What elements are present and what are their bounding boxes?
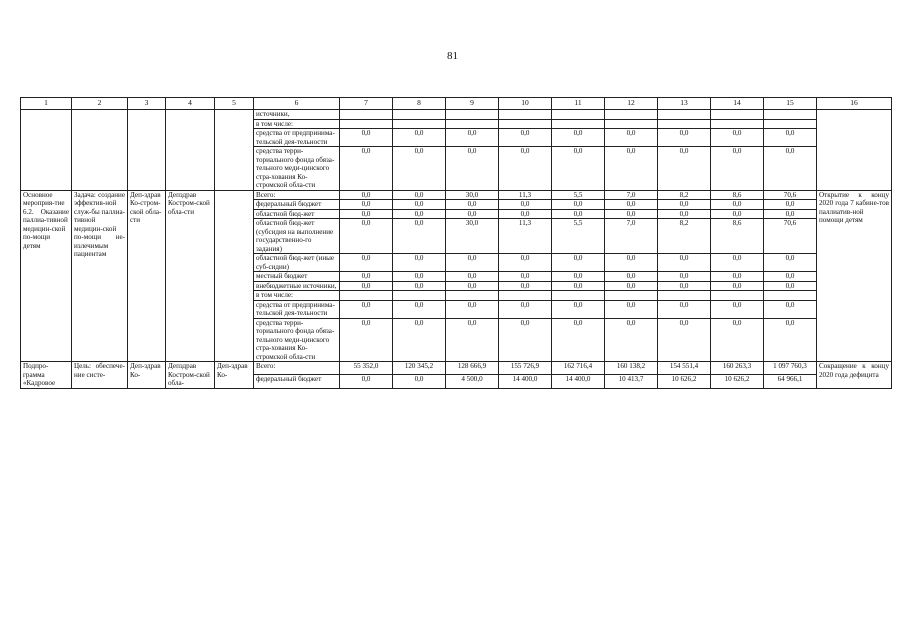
row-label: федеральный бюджет (254, 375, 340, 388)
value-cell: 0,0 (658, 281, 711, 291)
header-row (21, 98, 892, 110)
empty-cell (72, 110, 128, 191)
value-cell: 0,0 (393, 281, 446, 291)
value-cell: 70,6 (764, 190, 817, 200)
value-cell: 0,0 (658, 209, 711, 219)
value-cell: 0,0 (552, 272, 605, 282)
column-header: 6 (254, 98, 340, 110)
row-span-col3: Деп-здрав Ко-стром-ской обла-сти (128, 190, 166, 362)
value-cell: 0,0 (658, 147, 711, 191)
value-cell: 154 551,4 (658, 362, 711, 375)
value-cell: 0,0 (552, 200, 605, 210)
table-row (21, 190, 892, 200)
value-cell: 0,0 (605, 318, 658, 362)
row-label: Всего: (254, 362, 340, 375)
value-cell: 0,0 (711, 209, 764, 219)
value-cell (393, 291, 446, 301)
page-number: 81 (447, 50, 458, 62)
value-cell (393, 119, 446, 129)
column-header: 7 (340, 98, 393, 110)
value-cell: 10 626,2 (658, 375, 711, 388)
value-cell: 0,0 (658, 272, 711, 282)
value-cell: 0,0 (605, 200, 658, 210)
column-header: 11 (552, 98, 605, 110)
value-cell: 0,0 (393, 190, 446, 200)
value-cell (552, 291, 605, 301)
row-label: внебюджетные источники, (254, 281, 340, 291)
empty-cell (128, 110, 166, 191)
value-cell (340, 291, 393, 301)
column-header: 2 (72, 98, 128, 110)
row-label: местный бюджет (254, 272, 340, 282)
value-cell: 0,0 (393, 254, 446, 272)
value-cell: 11,3 (499, 190, 552, 200)
value-cell: 0,0 (605, 147, 658, 191)
value-cell: 0,0 (393, 209, 446, 219)
row-span-col4: Депздрав Костром-ской обла- (166, 362, 215, 389)
value-cell: 0,0 (340, 318, 393, 362)
value-cell: 162 716,4 (552, 362, 605, 375)
value-cell: 4 500,0 (446, 375, 499, 388)
value-cell: 0,0 (393, 375, 446, 388)
value-cell (711, 110, 764, 120)
value-cell: 0,0 (340, 375, 393, 388)
value-cell: 14 400,0 (499, 375, 552, 388)
value-cell: 0,0 (764, 281, 817, 291)
value-cell: 0,0 (446, 272, 499, 282)
value-cell: 0,0 (711, 272, 764, 282)
value-cell (605, 110, 658, 120)
value-cell: 30,0 (446, 190, 499, 200)
value-cell: 0,0 (764, 200, 817, 210)
table-row (21, 110, 892, 120)
value-cell: 0,0 (711, 147, 764, 191)
value-cell: 0,0 (658, 318, 711, 362)
value-cell: 0,0 (499, 272, 552, 282)
value-cell: 70,6 (764, 219, 817, 254)
value-cell (446, 119, 499, 129)
value-cell: 0,0 (340, 219, 393, 254)
value-cell: 0,0 (340, 281, 393, 291)
table-row (21, 362, 892, 375)
value-cell: 0,0 (393, 219, 446, 254)
row-label: областной бюд-жет (субсидия на выполнение государственно-го задания) (254, 219, 340, 254)
value-cell: 1 097 760,3 (764, 362, 817, 375)
row-label: областной бюд-жет (иные суб-сидии) (254, 254, 340, 272)
value-cell: 0,0 (446, 147, 499, 191)
value-cell: 0,0 (340, 254, 393, 272)
row-label: средства от предпринима-тельской дея-тельности (254, 129, 340, 147)
value-cell (658, 291, 711, 301)
row-span-col5: Деп-здрав Ко- (215, 362, 254, 389)
table-header (21, 98, 892, 110)
row-span-col1: Основное мероприя-тие 6.2. Оказание паллиа-тивной медицин-ской по-мощи детям (21, 190, 72, 362)
value-cell: 0,0 (711, 281, 764, 291)
row-span-col3: Деп-здрав Ко- (128, 362, 166, 389)
value-cell: 0,0 (711, 129, 764, 147)
value-cell: 0,0 (499, 318, 552, 362)
value-cell: 0,0 (711, 200, 764, 210)
value-cell: 0,0 (446, 200, 499, 210)
value-cell (605, 291, 658, 301)
column-header: 3 (128, 98, 166, 110)
value-cell: 64 966,1 (764, 375, 817, 388)
value-cell: 0,0 (552, 209, 605, 219)
column-header: 15 (764, 98, 817, 110)
value-cell: 0,0 (340, 200, 393, 210)
value-cell: 0,0 (605, 209, 658, 219)
value-cell: 0,0 (711, 300, 764, 318)
row-span-col2: Задача: создание эффектив-ной служ-бы паллиа-тивной медицин-ской по-мощи не-излечимым пациентам (72, 190, 128, 362)
value-cell: 0,0 (658, 254, 711, 272)
value-cell: 0,0 (340, 147, 393, 191)
value-cell: 0,0 (393, 129, 446, 147)
value-cell: 120 345,2 (393, 362, 446, 375)
value-cell: 0,0 (552, 254, 605, 272)
budget-table (20, 97, 892, 389)
value-cell (764, 110, 817, 120)
column-header: 16 (817, 98, 892, 110)
value-cell: 0,0 (764, 254, 817, 272)
value-cell (340, 119, 393, 129)
value-cell: 0,0 (446, 318, 499, 362)
value-cell (711, 119, 764, 129)
value-cell (711, 291, 764, 301)
row-span-col5 (215, 190, 254, 362)
value-cell: 5,5 (552, 190, 605, 200)
value-cell: 0,0 (499, 281, 552, 291)
value-cell: 14 400,0 (552, 375, 605, 388)
value-cell: 0,0 (552, 318, 605, 362)
value-cell: 0,0 (605, 272, 658, 282)
value-cell: 10 626,2 (711, 375, 764, 388)
row-label: источники, (254, 110, 340, 120)
column-header: 4 (166, 98, 215, 110)
column-header: 13 (658, 98, 711, 110)
value-cell: 128 666,9 (446, 362, 499, 375)
value-cell: 0,0 (499, 200, 552, 210)
value-cell (764, 119, 817, 129)
value-cell: 160 138,2 (605, 362, 658, 375)
value-cell: 0,0 (658, 300, 711, 318)
row-label: средства от предпринима-тельской дея-тельности (254, 300, 340, 318)
empty-cell (21, 110, 72, 191)
value-cell: 10 413,7 (605, 375, 658, 388)
value-cell: 0,0 (764, 318, 817, 362)
value-cell: 0,0 (499, 254, 552, 272)
value-cell (764, 291, 817, 301)
value-cell: 0,0 (393, 300, 446, 318)
value-cell: 0,0 (605, 300, 658, 318)
value-cell: 0,0 (340, 300, 393, 318)
value-cell: 30,0 (446, 219, 499, 254)
result-cell: Сокращение к концу 2020 года дефицита (817, 362, 892, 389)
value-cell: 0,0 (764, 209, 817, 219)
row-span-col2: Цель: обеспече-ние систе- (72, 362, 128, 389)
value-cell: 0,0 (499, 209, 552, 219)
value-cell (658, 119, 711, 129)
row-label: средства терри-ториального фонда обяза-тельного меди-цинского стра-хования Ко-стромской обла-сти (254, 318, 340, 362)
value-cell (393, 110, 446, 120)
row-span-col4: Депздрав Костром-ской обла-сти (166, 190, 215, 362)
value-cell: 7,0 (605, 190, 658, 200)
column-header: 10 (499, 98, 552, 110)
value-cell: 55 352,0 (340, 362, 393, 375)
value-cell: 155 726,9 (499, 362, 552, 375)
value-cell (658, 110, 711, 120)
value-cell: 0,0 (499, 129, 552, 147)
row-label: федеральный бюджет (254, 200, 340, 210)
value-cell: 8,2 (658, 219, 711, 254)
value-cell: 0,0 (552, 129, 605, 147)
value-cell: 0,0 (552, 147, 605, 191)
value-cell: 0,0 (393, 200, 446, 210)
empty-cell (817, 110, 892, 191)
value-cell: 11,3 (499, 219, 552, 254)
value-cell (340, 110, 393, 120)
column-header: 5 (215, 98, 254, 110)
value-cell: 0,0 (605, 281, 658, 291)
value-cell: 0,0 (340, 209, 393, 219)
result-cell: Открытие к концу 2020 года 7 кабине-тов паллиатив-ной помощи детям (817, 190, 892, 362)
column-header: 8 (393, 98, 446, 110)
row-label: средства терри-ториального фонда обяза-тельного меди-цинского стра-хования Ко-стромской обла-сти (254, 147, 340, 191)
value-cell: 8,6 (711, 190, 764, 200)
value-cell (446, 291, 499, 301)
value-cell: 0,0 (393, 272, 446, 282)
value-cell: 0,0 (340, 190, 393, 200)
column-header: 14 (711, 98, 764, 110)
value-cell (552, 110, 605, 120)
value-cell: 0,0 (764, 129, 817, 147)
value-cell: 5,5 (552, 219, 605, 254)
value-cell: 0,0 (393, 147, 446, 191)
row-label: в том числе: (254, 119, 340, 129)
value-cell: 0,0 (393, 318, 446, 362)
value-cell: 0,0 (764, 147, 817, 191)
value-cell (552, 119, 605, 129)
value-cell: 0,0 (658, 200, 711, 210)
value-cell: 0,0 (605, 254, 658, 272)
value-cell: 0,0 (446, 129, 499, 147)
value-cell (446, 110, 499, 120)
row-label: Всего: (254, 190, 340, 200)
row-label: областной бюд-жет (254, 209, 340, 219)
value-cell: 0,0 (446, 300, 499, 318)
value-cell: 0,0 (764, 272, 817, 282)
row-label: в том числе: (254, 291, 340, 301)
value-cell: 0,0 (658, 129, 711, 147)
value-cell: 8,2 (658, 190, 711, 200)
value-cell: 0,0 (552, 281, 605, 291)
empty-cell (215, 110, 254, 191)
empty-cell (166, 110, 215, 191)
value-cell: 0,0 (446, 281, 499, 291)
value-cell: 0,0 (552, 300, 605, 318)
value-cell: 0,0 (499, 300, 552, 318)
value-cell: 0,0 (340, 272, 393, 282)
value-cell: 7,0 (605, 219, 658, 254)
table-body (21, 110, 892, 389)
value-cell: 8,6 (711, 219, 764, 254)
value-cell: 0,0 (340, 129, 393, 147)
value-cell (499, 110, 552, 120)
value-cell: 160 263,3 (711, 362, 764, 375)
value-cell: 0,0 (499, 147, 552, 191)
value-cell: 0,0 (446, 254, 499, 272)
column-header: 9 (446, 98, 499, 110)
value-cell (605, 119, 658, 129)
value-cell (499, 291, 552, 301)
column-header: 1 (21, 98, 72, 110)
value-cell: 0,0 (605, 129, 658, 147)
value-cell: 0,0 (764, 300, 817, 318)
value-cell: 0,0 (446, 209, 499, 219)
value-cell (499, 119, 552, 129)
column-header: 12 (605, 98, 658, 110)
row-span-col1: Подпро-грамма «Кадровое (21, 362, 72, 389)
value-cell: 0,0 (711, 254, 764, 272)
value-cell: 0,0 (711, 318, 764, 362)
